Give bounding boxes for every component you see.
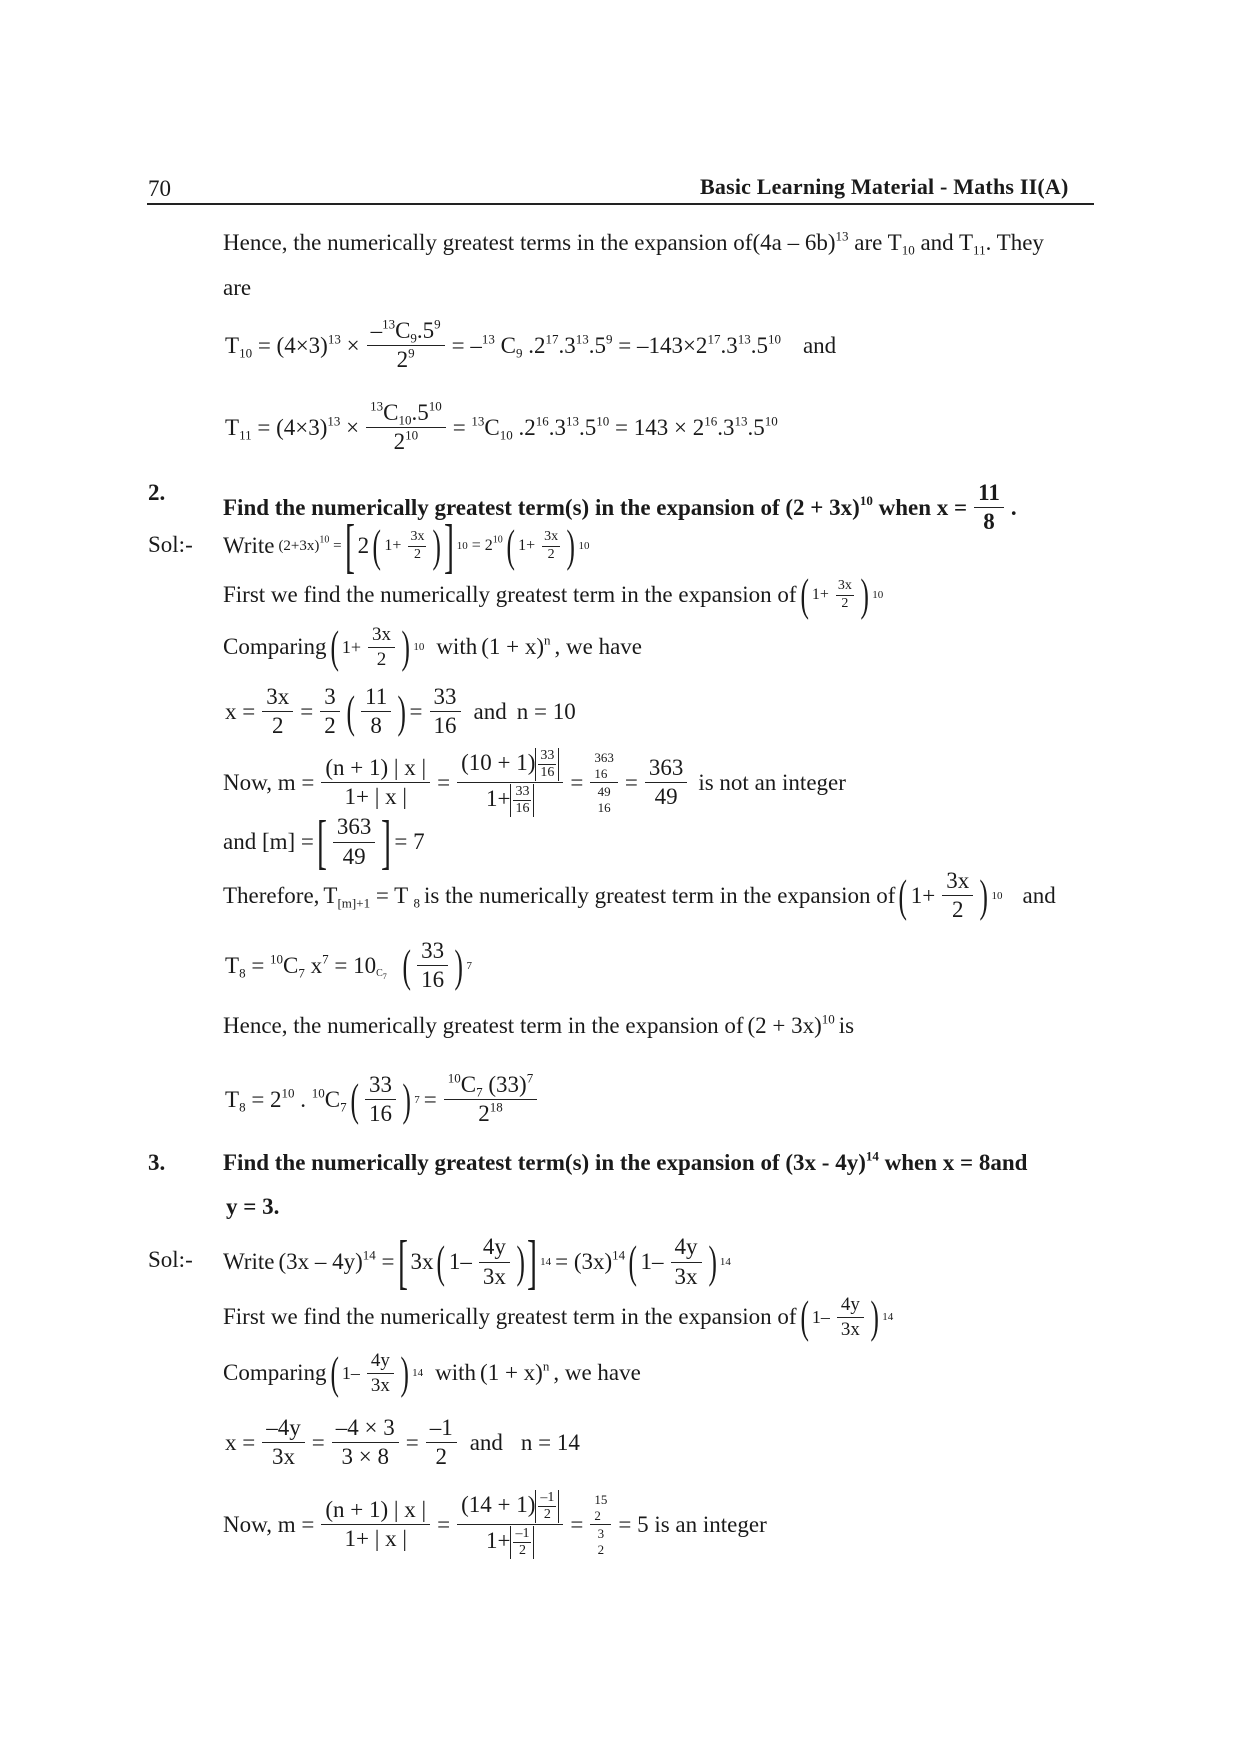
and-word: and bbox=[802, 332, 837, 358]
q3-statement-cont: y = 3. bbox=[226, 1194, 280, 1219]
x-den: 8 bbox=[983, 509, 995, 535]
q2-t8: $T_8 = ^{10}C_7$ $x^7 = 10_{C_7}$ ( $\frac{33}{16}$ ) 7 bbox=[225, 938, 472, 993]
sub: 11 bbox=[973, 242, 986, 258]
text: Find the numerically greatest term(s) in the expansion of bbox=[223, 1150, 780, 1175]
text: First we find the numerically greatest term in the expansion of bbox=[223, 582, 797, 607]
text: and bbox=[1022, 882, 1056, 908]
text: and bbox=[469, 1429, 503, 1455]
text: and bbox=[473, 698, 507, 724]
text: Comparing bbox=[223, 1360, 327, 1386]
q3-sol-label: Sol:- bbox=[148, 1247, 193, 1272]
text: and bbox=[990, 1150, 1028, 1175]
t10-equation: $T_{10} = (4\times 3)^{13}$ × $\frac{-^{13}C_9.5^9}{2^9}$ = –$^{13}$ $C_9$ $.2^{17}.3^{13}.5^9 = -143\times 2^{17}.3^{13}.5^{10}$ and bbox=[225, 316, 837, 373]
text: Write bbox=[223, 533, 275, 558]
sup: 14 bbox=[865, 1148, 879, 1164]
part1-line2: are bbox=[223, 275, 252, 300]
q2-number: 2. bbox=[148, 480, 166, 505]
q2-final: $T_8 = 2^{10}$ . $^{10}C_7$ ( $\frac{33}{16}$ ) 7 = $\frac{^{10}C_7 (33)^7}{2^{18}}$ bbox=[225, 1072, 540, 1128]
math: (3x - 4y) bbox=[785, 1150, 866, 1175]
condition-y: y = 3 bbox=[226, 1194, 274, 1219]
q2-hence: Hence, the numerically greatest term in the expansion of $(2 + 3x)^{10}$ is bbox=[223, 1011, 855, 1038]
q3-number: 3. bbox=[148, 1150, 166, 1175]
text: Find the numerically greatest term(s) in the expansion of bbox=[223, 494, 780, 520]
text: Comparing bbox=[223, 634, 327, 660]
text: = 5 is an integer bbox=[618, 1511, 767, 1537]
q2-m-floor: and [m] = [ $\frac{363}{49}$ ] = 7 bbox=[223, 809, 425, 875]
text: . They bbox=[985, 230, 1044, 255]
text: and T bbox=[920, 230, 974, 255]
sup: 10 bbox=[859, 493, 873, 509]
running-header: Basic Learning Material - Maths II(A) bbox=[700, 174, 1069, 199]
sup: 13 bbox=[835, 228, 849, 244]
q3-statement bbox=[223, 1150, 1027, 1176]
q2-m-value: Now, m = $\frac{(n + 1) | x |}{1+ | x |}$ = (10 + 1) $\frac{33}{16}$ 1+ $\frac{33}{16}$ = 363 16 49 16 = $\frac{363}{49}$ is not an integer bbox=[223, 748, 846, 817]
q3-first-line: First we find the numerically greatest term in the expansion of ( 1– $\frac{4y}{3x}$ ) 14 bbox=[223, 1291, 894, 1343]
x-num: 11 bbox=[974, 480, 1004, 508]
part1-line1 bbox=[223, 230, 1044, 256]
text: when bbox=[884, 1150, 938, 1175]
q2-x-value: x = $\frac{3x}{2}$ = $\frac{3}{2}$ ( $\frac{11}{8}$ ) = $\frac{33}{16}$ and n = 10 bbox=[225, 684, 576, 739]
text: is bbox=[838, 1013, 855, 1038]
q2-comparing: Comparing ( 1+ $\frac{3x}{2}$ ) 10 with $(1 + x)^n$ , we have bbox=[223, 621, 642, 673]
t11-equation: $T_{11} = (4\times 3)^{13}$ × $\frac{^{13}C_{10}.5^{10}}{2^{10}}$ = $^{13}C_{10}$ $.2^{16}.3^{13}.5^{10} = 143 \times 2^{16}.3^{13}.5^{10}$ bbox=[225, 398, 778, 455]
q2-statement: Find the numerically greatest term(s) in the expansion of $(2 + 3x)^{10}$ when x = $\frac{11}{8}$ . bbox=[223, 480, 1017, 535]
math: (4a – 6b) bbox=[752, 230, 836, 255]
page-number: 70 bbox=[148, 176, 171, 201]
n-value: n = 10 bbox=[516, 698, 576, 724]
text: Now, m = bbox=[223, 769, 315, 795]
text: is the numerically greatest term in the expansion of bbox=[424, 882, 896, 908]
text: First we find the numerically greatest term in the expansion of bbox=[223, 1304, 797, 1330]
text: and [m] = bbox=[223, 829, 314, 854]
condition-x: x = 8 bbox=[942, 1150, 991, 1175]
text: Write bbox=[223, 1249, 275, 1274]
text: are T bbox=[854, 230, 902, 255]
text: Hence, the numerically greatest term in the expansion of bbox=[223, 1013, 744, 1038]
text: = 7 bbox=[394, 829, 425, 854]
text: with bbox=[436, 634, 478, 660]
sub: 10 bbox=[901, 242, 915, 258]
q3-write: Write (3x – 4y)$^{14}$ = [ 3x ( 1– $\frac{4y}{3x}$ ) ] 14 = $(3x)^{14}$ ( 1– $\frac{4y}{3x}$ ) 14 bbox=[223, 1229, 731, 1295]
q3-x-value: x = $\frac{-4y}{3x}$ = $\frac{-4 \times 3}{3 \times 8}$ = $\frac{-1}{2}$ and n = 14 bbox=[225, 1415, 580, 1470]
q2-write: Write $(2+3x)^{10}$ = [ 2 ( 1+ $\frac{3x}{2}$ ) ] 10 = $2^{10}$ ( 1+ $\frac{3x}{2}$ ) 10 bbox=[223, 513, 590, 579]
text: when bbox=[878, 494, 931, 520]
text: is not an integer bbox=[698, 769, 846, 795]
text: , we have bbox=[554, 634, 642, 660]
text: Therefore, bbox=[223, 882, 320, 908]
q3-comparing: Comparing ( 1– $\frac{4y}{3x}$ ) 14 with $(1 + x)^n$ , we have bbox=[223, 1347, 641, 1399]
header-rule bbox=[147, 203, 1094, 205]
text: Now, m = bbox=[223, 1511, 315, 1537]
q2-therefore: Therefore, $T_{[m]+1} = T$ $_8$ is the numerically greatest term in the expansion of ( 1+ $\frac{3x}{2}$ ) 10 and bbox=[223, 868, 1056, 923]
text: with bbox=[435, 1360, 477, 1386]
q2-first-line: First we find the numerically greatest term in the expansion of ( 1+ $\frac{3x}{2}$ ) 10 bbox=[223, 569, 884, 620]
q3-m-value: Now, m = $\frac{(n + 1) | x |}{1+ | x |}$ = (14 + 1) $\frac{-1}{2}$ 1+ $\frac{-1}{2}$ = 15 2 3 2 = 5 is an integer bbox=[223, 1490, 767, 1559]
q2-sol-label: Sol:- bbox=[148, 532, 193, 557]
text: , we have bbox=[553, 1360, 641, 1386]
text: Hence, the numerically greatest terms in the expansion of bbox=[223, 230, 753, 255]
n-value: n = 14 bbox=[520, 1429, 580, 1455]
math: (2 + 3x) bbox=[785, 494, 860, 520]
